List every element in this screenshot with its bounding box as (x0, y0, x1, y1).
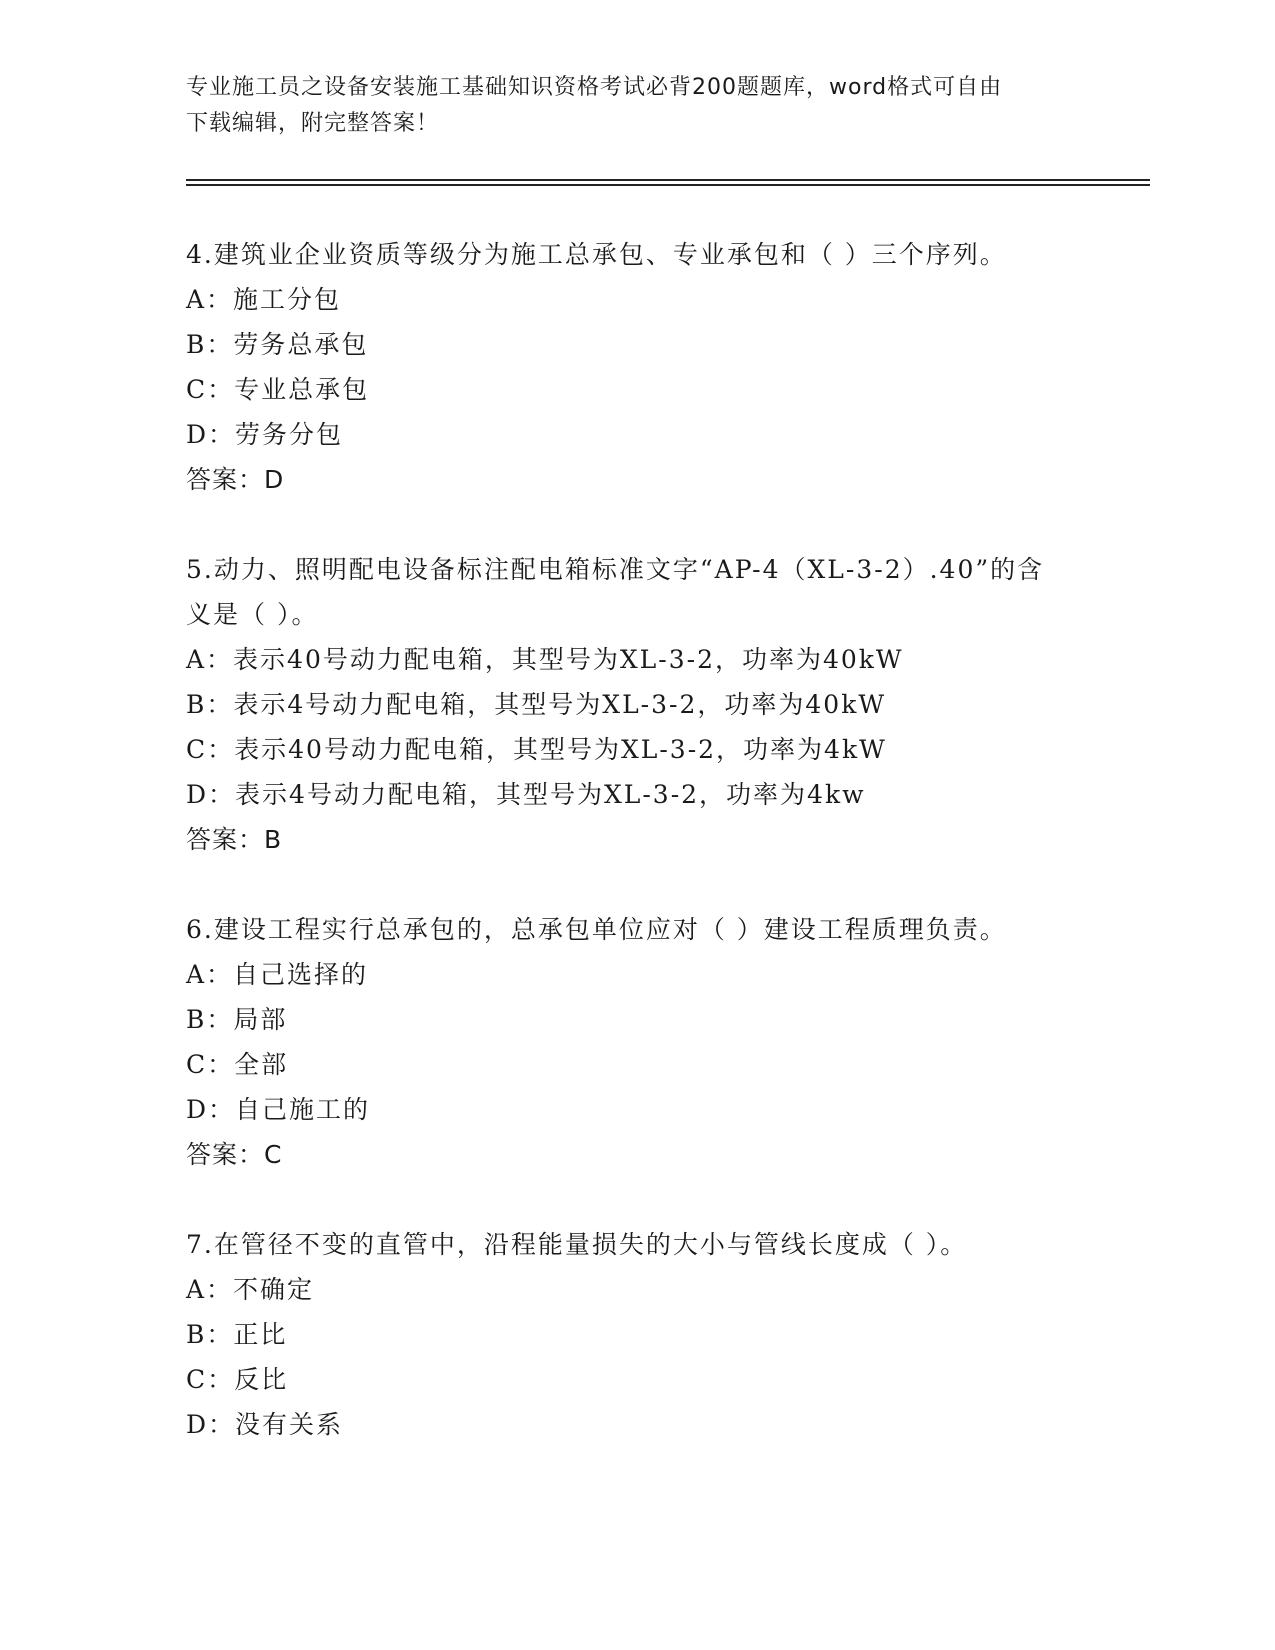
answer-line: 答案：B (186, 825, 283, 854)
option-a: A：施工分包 (186, 285, 342, 314)
question-stem: 7.在管径不变的直管中，沿程能量损失的大小与管线长度成（ ）。 (186, 1230, 968, 1259)
question-5 (186, 547, 1136, 863)
option-b: B：正比 (186, 1320, 288, 1349)
option-a: A：自己选择的 (186, 960, 369, 989)
option-a: A：不确定 (186, 1275, 315, 1304)
answer-line: 答案：D (186, 465, 285, 494)
question-4 (186, 232, 1136, 503)
option-d: D：没有关系 (186, 1410, 344, 1439)
answer-line: 答案：C (186, 1140, 283, 1169)
header-line-1: 专业施工员之设备安装施工基础知识资格考试必背200题题库，word格式可自由 (186, 75, 1003, 100)
option-c: C：反比 (186, 1365, 289, 1394)
header-line-2: 下载编辑，附完整答案！ (186, 111, 440, 136)
header-rule-bottom (186, 184, 1150, 186)
option-b: B：表示4号动力配电箱，其型号为XL-3-2，功率为40kW (186, 690, 887, 719)
option-b: B：局部 (186, 1005, 288, 1034)
question-7 (186, 1222, 1136, 1447)
question-stem: 6.建设工程实行总承包的，总承包单位应对（ ）建设工程质理负责。 (186, 915, 1007, 944)
option-a: A：表示40号动力配电箱，其型号为XL-3-2，功率为40kW (186, 645, 904, 674)
option-b: B：劳务总承包 (186, 330, 369, 359)
question-stem: 5.动力、照明配电设备标注配电箱标准文字“AP-4（XL-3-2）.40”的含义是（ ）。 (186, 555, 1045, 629)
option-c: C：全部 (186, 1050, 289, 1079)
option-d: D：劳务分包 (186, 420, 344, 449)
question-list (186, 232, 1136, 1491)
option-c: C：表示40号动力配电箱，其型号为XL-3-2，功率为4kW (186, 735, 887, 764)
option-c: C：专业总承包 (186, 375, 370, 404)
option-d: D：自己施工的 (186, 1095, 371, 1124)
question-6 (186, 907, 1136, 1178)
question-stem: 4.建筑业企业资质等级分为施工总承包、专业承包和（ ）三个序列。 (186, 240, 1007, 269)
header-rule-top (186, 179, 1150, 181)
option-d: D：表示4号动力配电箱，其型号为XL-3-2，功率为4kw (186, 780, 866, 809)
document-header (186, 70, 1086, 142)
